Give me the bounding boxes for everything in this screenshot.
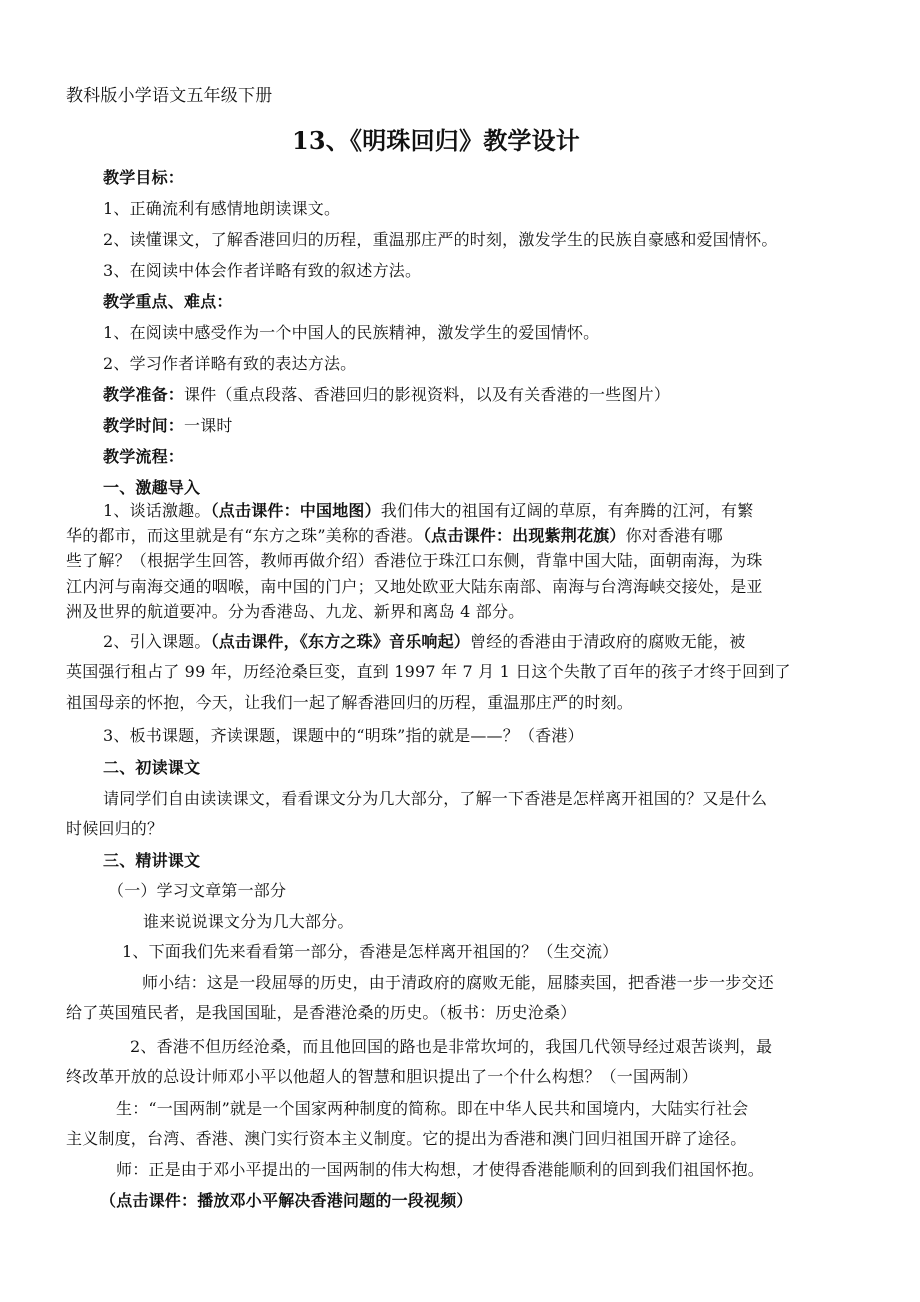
section-heading: 三、精讲课文: [103, 851, 201, 870]
text-run: 我们伟大的祖国有辽阔的草原，有奔腾的江河，有繁: [380, 501, 754, 520]
paragraph-line: 请同学们自由读读课文，看看课文分为几大部分，了解一下香港是怎样离开祖国的？又是什么: [103, 789, 768, 808]
time-text: 一课时: [184, 416, 233, 435]
keypoint-item: 1、在阅读中感受作为一个中国人的民族精神，激发学生的爱国情怀。: [103, 323, 600, 342]
flow-heading: 教学流程：: [103, 447, 185, 466]
text-run: 你对香港有哪: [625, 526, 723, 545]
section-heading: 一、激趣导入: [103, 478, 201, 497]
subsection-heading: （一）学习文章第一部分: [108, 881, 287, 900]
prep-text: 课件（重点段落、香港回归的影视资料，以及有关香港的一些图片）: [184, 385, 671, 404]
keypoints-heading: 教学重点、难点：: [103, 292, 233, 311]
courseware-cue: （点击课件：出现紫荆花旗）: [422, 526, 626, 545]
paragraph-line: 主义制度，台湾、香港、澳门实行资本主义制度。它的提出为香港和澳门回归祖国开辟了途径。: [66, 1129, 747, 1148]
paragraph-line: 给了英国殖民者，是我国国耻，是香港沧桑的历史。（板书：历史沧桑）: [66, 1003, 577, 1022]
paragraph-line: [103, 500, 753, 522]
goal-item: 3、在阅读中体会作者详略有致的叙述方法。: [103, 261, 422, 280]
courseware-cue: （点击课件：中国地图）: [210, 501, 381, 520]
courseware-cue: （点击课件，《东方之珠》音乐响起）: [210, 632, 470, 651]
paragraph-line: 洲及世界的航道要冲。分为香港岛、九龙、新界和离岛 4 部分。: [66, 602, 525, 621]
paragraph-line: 终改革开放的总设计师邓小平以他超人的智慧和胆识提出了一个什么构想？（一国两制）: [66, 1067, 698, 1086]
paragraph-line: 时候回归的？: [66, 819, 164, 838]
paragraph-line: 2、香港不但历经沧桑，而且他回国的路也是非常坎坷的，我国几代领导经过艰苦谈判，最: [130, 1037, 773, 1056]
goal-item: 1、正确流利有感情地朗读课文。: [103, 199, 341, 218]
paragraph-line: 3、板书课题，齐读课题，课题中的“明珠”指的就是——？（香港）: [103, 726, 584, 745]
goals-heading: 教学目标：: [103, 168, 185, 187]
paragraph-line: 些了解？（根据学生回答，教师再做介绍）香港位于珠江口东侧，背靠中国大陆，面朝南海，为珠: [66, 551, 763, 570]
paragraph-line: 生：“一国两制”就是一个国家两种制度的简称。即在中华人民共和国境内，大陆实行社会: [116, 1099, 749, 1118]
section-heading: 二、初读课文: [103, 758, 201, 777]
text-run: 1、谈话激趣。: [103, 501, 211, 520]
paragraph-line: 1、下面我们先来看看第一部分，香港是怎样离开祖国的？（生交流）: [122, 942, 619, 961]
text-run: 华的都市，而这里就是有“东方之珠”美称的香港。: [66, 526, 423, 545]
time-line: [103, 415, 233, 437]
paragraph-line: [66, 525, 723, 547]
paragraph-line: [103, 631, 745, 653]
text-run: 2、引入课题。: [103, 632, 211, 651]
time-label: 教学时间：: [103, 416, 185, 435]
text-run: 曾经的香港由于清政府的腐败无能，被: [470, 632, 746, 651]
goal-item: 2、读懂课文，了解香港回归的历程，重温那庄严的时刻，激发学生的民族自豪感和爱国情怀。: [103, 230, 778, 249]
paragraph-line: 江内河与南海交通的咽喉，南中国的门户；又地处欧亚大陆东南部、南海与台湾海峡交接处，是亚: [66, 577, 763, 596]
prep-line: [103, 384, 670, 406]
page-title: 13、《明珠回归》教学设计: [292, 126, 580, 155]
paragraph-line: 祖国母亲的怀抱，今天，让我们一起了解香港回归的历程，重温那庄严的时刻。: [66, 693, 634, 712]
paragraph-line: 师：正是由于邓小平提出的一国两制的伟大构想，才使得香港能顺利的回到我们祖国怀抱。: [116, 1160, 765, 1179]
prep-label: 教学准备：: [103, 385, 185, 404]
paragraph-line: 谁来说说课文分为几大部分。: [143, 912, 354, 931]
paragraph-line: 英国强行租占了 99 年，历经沧桑巨变，直到 1997 年 7 月 1 日这个失散了百年的孩子才终于回到了: [66, 662, 791, 681]
paragraph-line: 师小结：这是一段屈辱的历史，由于清政府的腐败无能，屈膝卖国，把香港一步一步交还: [142, 973, 774, 992]
courseware-cue: （点击课件：播放邓小平解决香港问题的一段视频）: [100, 1191, 473, 1210]
keypoint-item: 2、学习作者详略有致的表达方法。: [103, 354, 357, 373]
document-header: 教科版小学语文五年级下册: [66, 86, 273, 106]
